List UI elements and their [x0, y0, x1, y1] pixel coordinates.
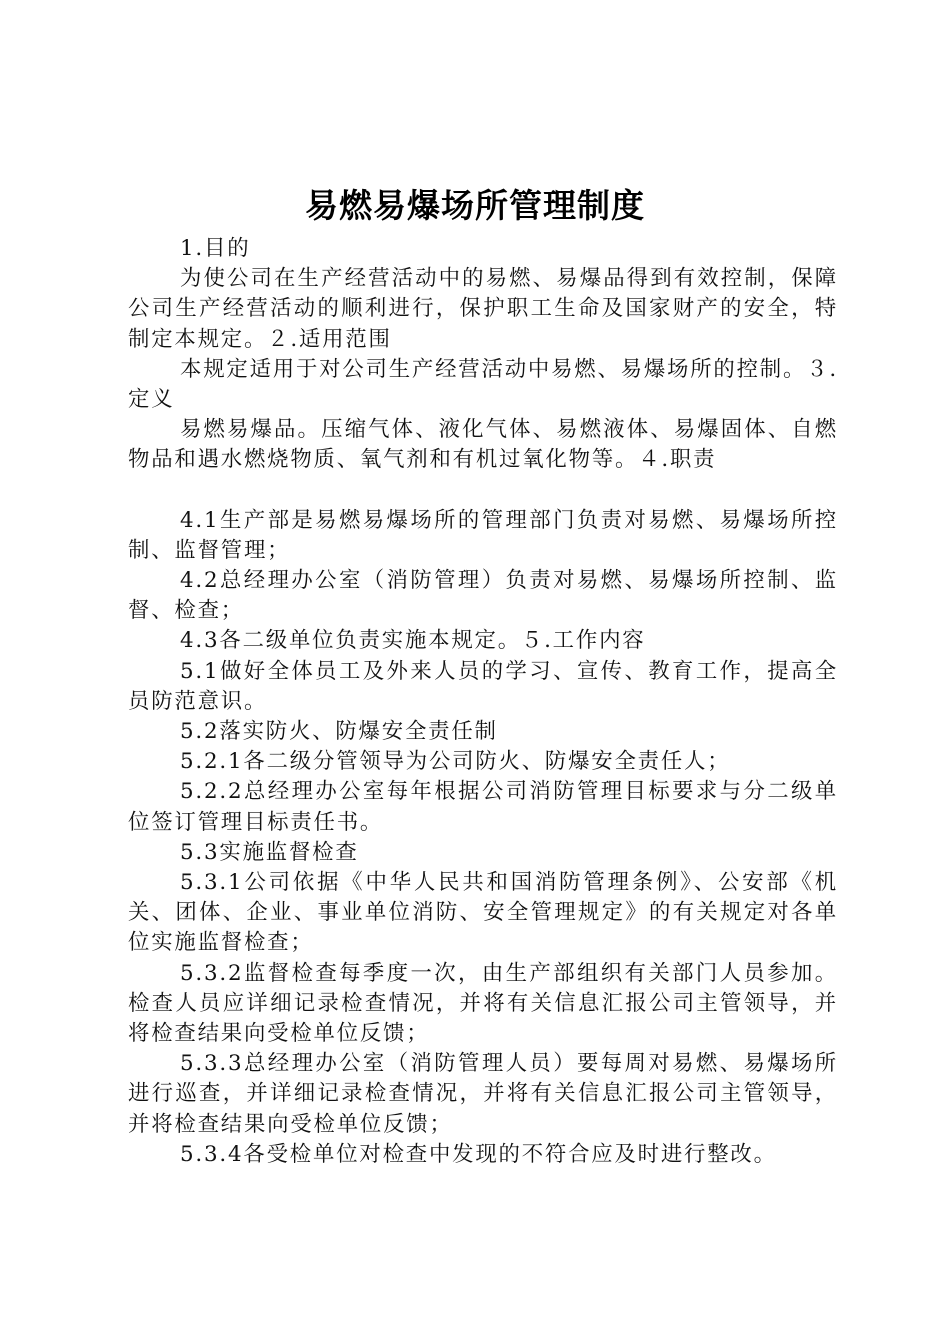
paragraph-definition: 易燃易爆品。压缩气体、液化气体、易燃液体、易爆固体、自燃物品和遇水燃烧物质、氧气剂和有机过氧化物等。４.职责 [128, 417, 838, 473]
paragraph-4-2: 4.2总经理办公室（消防管理）负责对易燃、易爆场所控制、监督、检查； [128, 568, 838, 624]
paragraph-5-2-1: 5.2.1各二级分管领导为公司防火、防爆安全责任人； [180, 749, 731, 775]
paragraph-5-3-1: 5.3.1公司依据《中华人民共和国消防管理条例》、公安部《机关、团体、企业、事业单位消防、安全管理规定》的有关规定对各单位实施监督检查； [128, 870, 838, 956]
paragraph-5-2: 5.2落实防火、防爆安全责任制 [180, 719, 498, 745]
paragraph-5-3-2: 5.3.2监督检查每季度一次，由生产部组织有关部门人员参加。检查人员应详细记录检查情况，并将有关信息汇报公司主管领导，并将检查结果向受检单位反馈； [128, 960, 838, 1047]
paragraph-purpose: 为使公司在生产经营活动中的易燃、易爆品得到有效控制，保障公司生产经营活动的顺利进行，保护职工生命及国家财产的安全，特制定本规定。２.适用范围 [128, 266, 838, 352]
paragraph-scope: 本规定适用于对公司生产经营活动中易燃、易爆场所的控制。３.定义 [128, 356, 838, 413]
paragraph-4-1: 4.1生产部是易燃易爆场所的管理部门负责对易燃、易爆场所控制、监督管理； [128, 507, 838, 563]
paragraph-5-3: 5.3实施监督检查 [180, 839, 359, 865]
document-body [128, 234, 838, 1170]
section-purpose-heading: 1.目的 [180, 236, 251, 261]
document-title: 易燃易爆场所管理制度 [305, 186, 645, 225]
paragraph-5-3-3: 5.3.3总经理办公室（消防管理人员）要每周对易燃、易爆场所进行巡查，并详细记录检查情况，并将有关信息汇报公司主管领导，并将检查结果向受检单位反馈； [128, 1051, 838, 1137]
paragraph-5-2-2: 5.2.2总经理办公室每年根据公司消防管理目标要求与分二级单位签订管理目标责任书。 [128, 779, 838, 835]
paragraph-5-1: 5.1做好全体员工及外来人员的学习、宣传、教育工作，提高全员防范意识。 [128, 658, 838, 714]
paragraph-4-3: 4.3各二级单位负责实施本规定。５.工作内容 [180, 628, 646, 654]
paragraph-5-3-4: 5.3.4各受检单位对检查中发现的不符合应及时进行整改。 [180, 1141, 777, 1167]
